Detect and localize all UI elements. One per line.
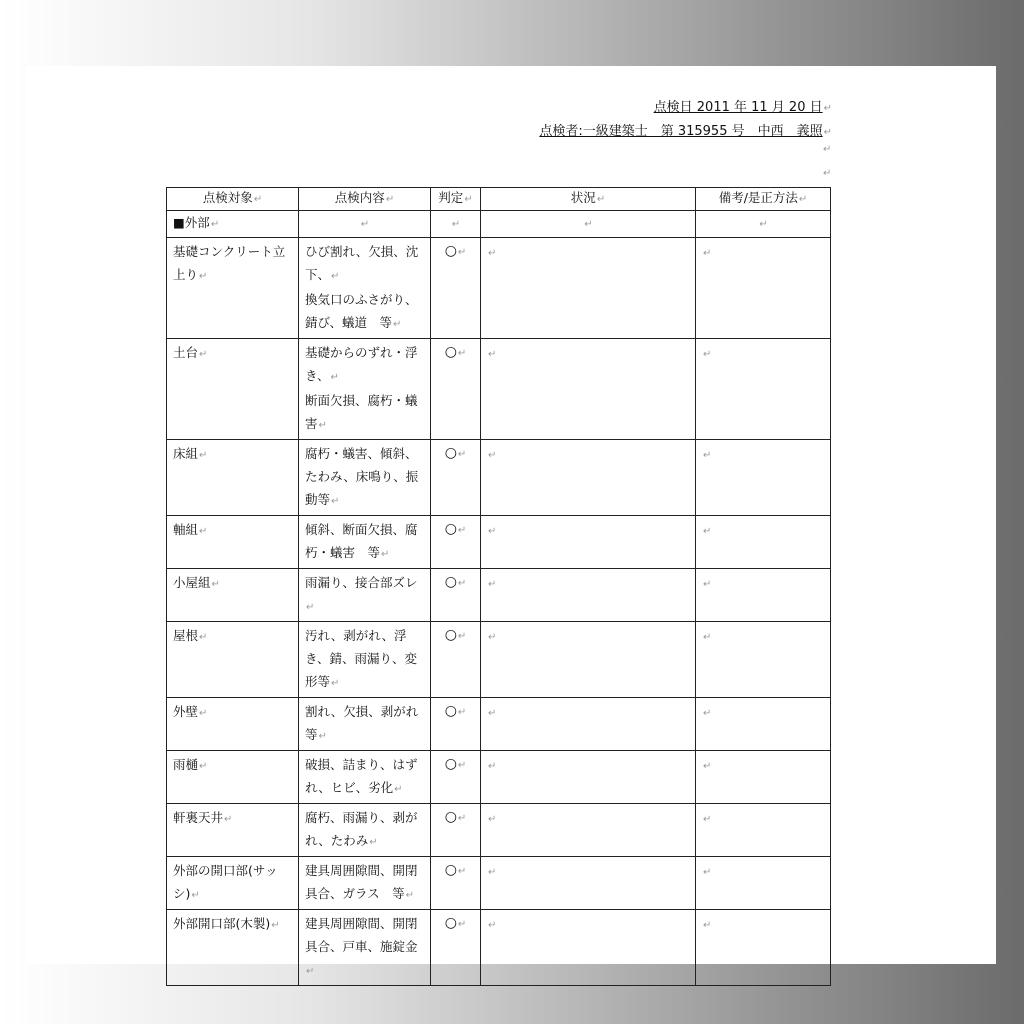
remarks-cell: ↵ (696, 622, 831, 698)
return-mark: ↵ (823, 103, 832, 114)
section-label: ■外部↵ (167, 211, 299, 238)
empty-cell: ↵ (431, 211, 481, 238)
table-row (167, 569, 831, 622)
column-header: 点検対象↵ (167, 188, 299, 211)
column-header: 状況↵ (481, 188, 696, 211)
inspection-target: 外壁↵ (167, 698, 299, 751)
judgement-mark: ○↵ (431, 440, 481, 516)
remarks-cell: ↵ (696, 238, 831, 339)
inspection-content: 汚れ、剥がれ、浮き、錆、雨漏り、変形等↵ (299, 622, 431, 698)
status-cell: ↵ (481, 857, 696, 910)
return-mark: ↵ (823, 127, 832, 138)
inspection-target: 屋根↵ (167, 622, 299, 698)
inspection-content: 建具周囲隙間、開閉具合、戸車、施錠金↵ (299, 910, 431, 986)
inspection-target: 床組↵ (167, 440, 299, 516)
judgement-mark: ○↵ (431, 516, 481, 569)
inspection-content: 腐朽、雨漏り、剥がれ、たわみ↵ (299, 804, 431, 857)
status-cell: ↵ (481, 569, 696, 622)
inspection-table (166, 187, 831, 986)
status-cell: ↵ (481, 622, 696, 698)
judgement-mark: ○↵ (431, 751, 481, 804)
inspection-target: 土台↵ (167, 339, 299, 440)
inspection-date-text: 点検日 2011 年 11 月 20 日 (653, 100, 823, 115)
table-row (167, 440, 831, 516)
remarks-cell: ↵ (696, 857, 831, 910)
status-cell: ↵ (481, 440, 696, 516)
remarks-cell: ↵ (696, 440, 831, 516)
table-row (167, 339, 831, 440)
table-row (167, 622, 831, 698)
judgement-mark: ○↵ (431, 857, 481, 910)
status-cell: ↵ (481, 516, 696, 569)
judgement-mark: ○↵ (431, 238, 481, 339)
status-cell: ↵ (481, 238, 696, 339)
inspection-target: 雨樋↵ (167, 751, 299, 804)
judgement-mark: ○↵ (431, 339, 481, 440)
empty-cell: ↵ (481, 211, 696, 238)
table-row (167, 857, 831, 910)
section-row (167, 211, 831, 238)
inspection-target: 軸組↵ (167, 516, 299, 569)
column-header: 備考/是正方法↵ (696, 188, 831, 211)
remarks-cell: ↵ (696, 804, 831, 857)
status-cell: ↵ (481, 698, 696, 751)
empty-cell: ↵ (696, 211, 831, 238)
inspection-content: 建具周囲隙間、開閉具合、ガラス 等↵ (299, 857, 431, 910)
inspection-content: ひび割れ、欠損、沈下、↵ 換気口のふさがり、錆び、蟻道 等↵ (299, 238, 431, 339)
table-row (167, 516, 831, 569)
remarks-cell: ↵ (696, 910, 831, 986)
inspection-target: 外部開口部(木製)↵ (167, 910, 299, 986)
table-row (167, 238, 831, 339)
table-row (167, 910, 831, 986)
inspection-target: 基礎コンクリート立上り↵ (167, 238, 299, 339)
judgement-mark: ○↵ (431, 910, 481, 986)
inspection-target: 小屋組↵ (167, 569, 299, 622)
document-page (26, 66, 996, 977)
inspection-content: 雨漏り、接合部ズレ↵ (299, 569, 431, 622)
return-mark: ↵ (823, 168, 832, 179)
inspection-content: 腐朽・蟻害、傾斜、たわみ、床鳴り、振動等↵ (299, 440, 431, 516)
table-header-row (167, 188, 831, 211)
remarks-cell: ↵ (696, 339, 831, 440)
column-header: 判定↵ (431, 188, 481, 211)
judgement-mark: ○↵ (431, 698, 481, 751)
status-cell: ↵ (481, 910, 696, 986)
inspection-target: 軒裏天井↵ (167, 804, 299, 857)
status-cell: ↵ (481, 804, 696, 857)
status-cell: ↵ (481, 339, 696, 440)
return-mark: ↵ (823, 144, 832, 155)
table-row (167, 698, 831, 751)
table-viewport (26, 66, 996, 977)
table-row (167, 751, 831, 804)
remarks-cell: ↵ (696, 516, 831, 569)
table-row (167, 804, 831, 857)
inspection-target: 外部の開口部(サッシ)↵ (167, 857, 299, 910)
status-cell: ↵ (481, 751, 696, 804)
column-header: 点検内容↵ (299, 188, 431, 211)
inspection-content: 傾斜、断面欠損、腐朽・蟻害 等↵ (299, 516, 431, 569)
inspection-content: 割れ、欠損、剥がれ等↵ (299, 698, 431, 751)
empty-cell: ↵ (299, 211, 431, 238)
judgement-mark: ○↵ (431, 569, 481, 622)
inspection-content: 基礎からのずれ・浮き、↵ 断面欠損、腐朽・蟻害↵ (299, 339, 431, 440)
remarks-cell: ↵ (696, 751, 831, 804)
judgement-mark: ○↵ (431, 804, 481, 857)
inspector-text: 点検者:一級建築士 第 315955 号 中西 義照 (539, 124, 823, 139)
judgement-mark: ○↵ (431, 622, 481, 698)
inspection-content: 破損、詰まり、はずれ、ヒビ、劣化↵ (299, 751, 431, 804)
remarks-cell: ↵ (696, 698, 831, 751)
remarks-cell: ↵ (696, 569, 831, 622)
